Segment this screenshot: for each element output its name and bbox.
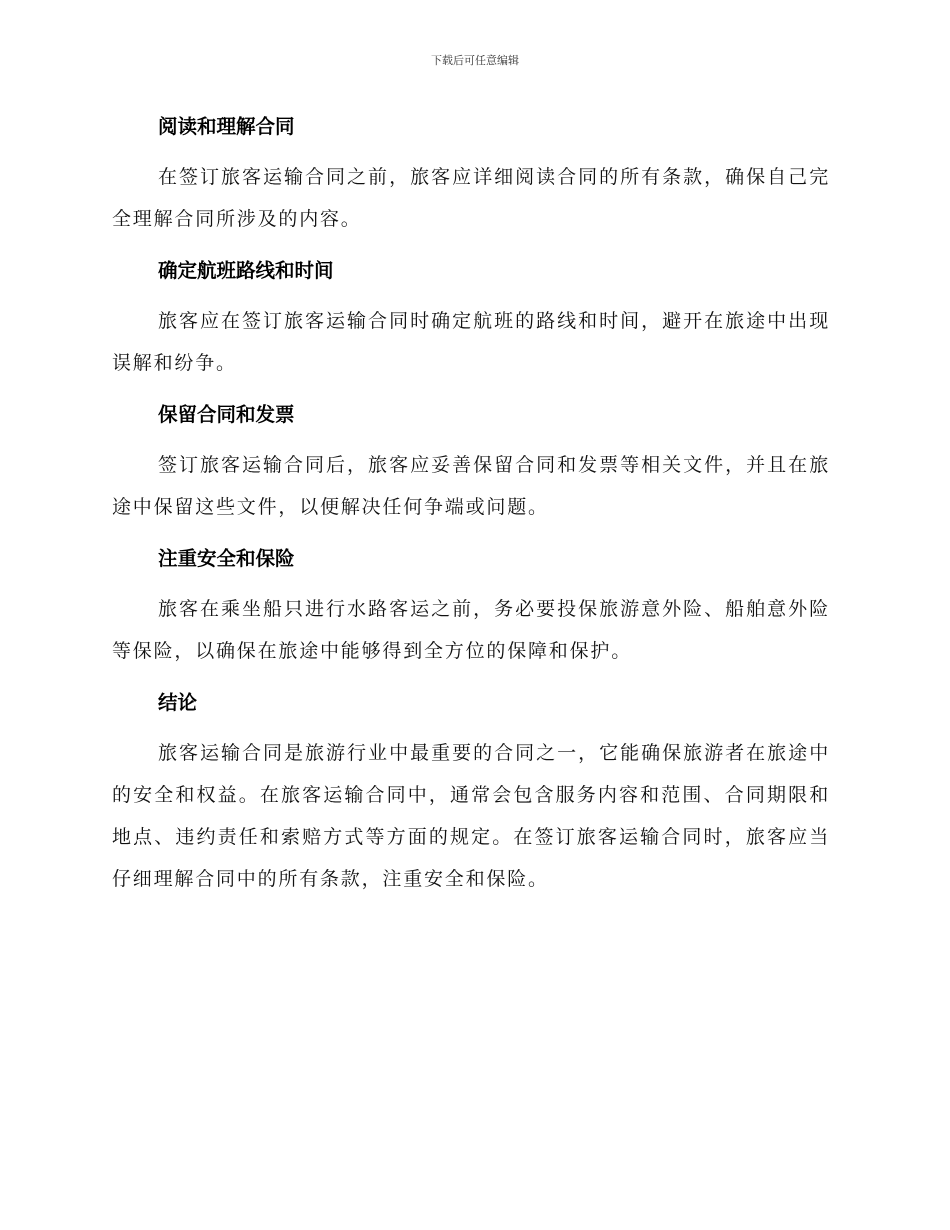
section-heading: 阅读和理解合同 (158, 115, 295, 138)
document-content (112, 112, 830, 916)
header-note: 下载后可任意编辑 (431, 54, 519, 67)
section-keep-documents (112, 400, 830, 528)
section-heading: 保留合同和发票 (158, 403, 295, 426)
section-conclusion (112, 688, 830, 900)
section-read-contract (112, 112, 830, 240)
page-header (0, 52, 950, 70)
section-heading: 结论 (158, 691, 198, 714)
section-heading: 注重安全和保险 (158, 547, 295, 570)
section-safety-insurance (112, 544, 830, 672)
section-body: 旅客运输合同是旅游行业中最重要的合同之一，它能确保旅游者在旅途中的安全和权益。在旅客运输合同中，通常会包含服务内容和范围、合同期限和地点、违约责任和索赔方式等方面的规定。在签订旅客运输合同时，旅客应当仔细理解合同中的所有条款，注重安全和保险。 (112, 742, 830, 890)
section-body: 在签订旅客运输合同之前，旅客应详细阅读合同的所有条款，确保自己完全理解合同所涉及的内容。 (112, 166, 830, 230)
section-body: 旅客应在签订旅客运输合同时确定航班的路线和时间，避开在旅途中出现误解和纷争。 (112, 310, 830, 374)
section-body: 旅客在乘坐船只进行水路客运之前，务必要投保旅游意外险、船舶意外险等保险，以确保在旅途中能够得到全方位的保障和保护。 (112, 598, 830, 662)
section-flight-route (112, 256, 830, 384)
section-heading: 确定航班路线和时间 (158, 259, 334, 282)
section-body: 签订旅客运输合同后，旅客应妥善保留合同和发票等相关文件，并且在旅途中保留这些文件，以便解决任何争端或问题。 (112, 454, 830, 518)
